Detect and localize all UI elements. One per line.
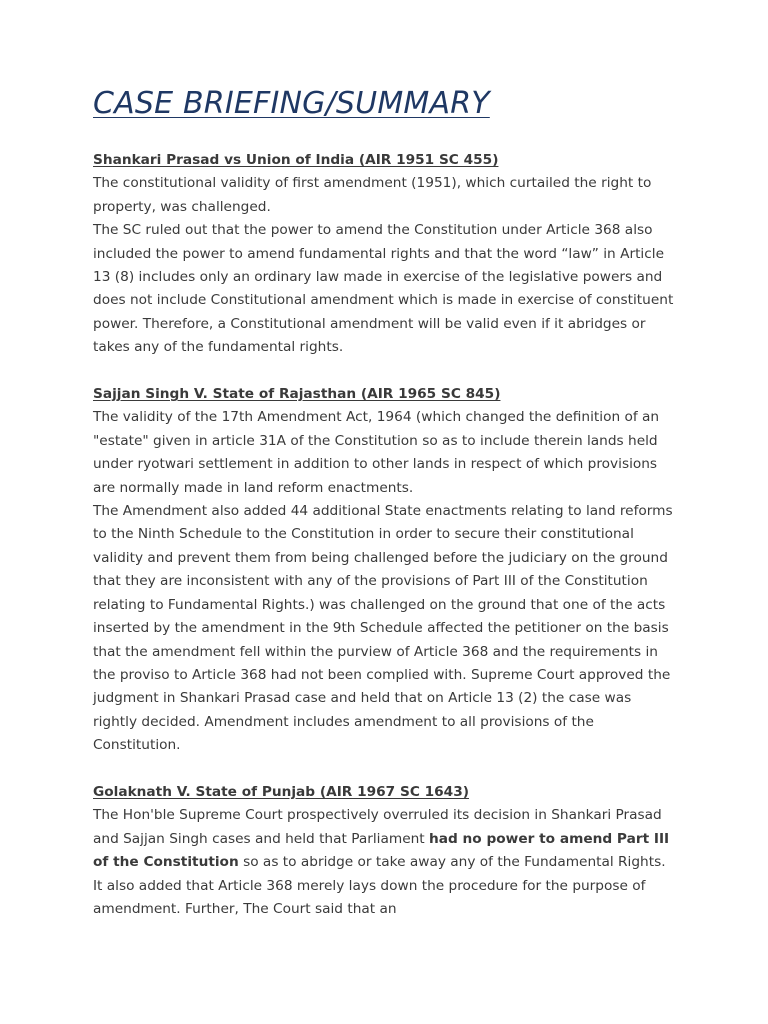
case-paragraph: The validity of the 17th Amendment Act, 1964 (which changed the definition of an "estate" given in article 31A of the Constitution so as to include therein lands held under ryotwari settlement in addition to other lands in respect of which provisions are normally made in land reform enactments. [93, 409, 660, 496]
case-section-shankari-prasad [93, 149, 678, 360]
case-section-golaknath [93, 781, 678, 921]
paragraph-text: The Hon'ble Supreme Court prospectively overruled its decision in Shankari Prasad and Sajjan Singh cases and held that Parliament [93, 807, 662, 847]
case-paragraph: The constitutional validity of first amendment (1951), which curtailed the right to property, was challenged. [93, 175, 652, 215]
case-section-sajjan-singh [93, 383, 678, 758]
document-page [93, 84, 678, 945]
case-paragraph: The SC ruled out that the power to amend the Constitution under Article 368 also included the power to amend fundamental rights and that the word “law” in Article 13 (8) includes only an ordinary law made in exercise of the legislative powers and does not include Constitutional amendment which is made in exercise of constituent power. Therefore, a Constitutional amendment will be valid even if it abridges or takes any of the fundamental rights. [93, 222, 674, 356]
case-heading: Shankari Prasad vs Union of India (AIR 1951 SC 455) [93, 152, 499, 168]
document-title: CASE BRIEFING/SUMMARY [93, 86, 490, 121]
case-paragraph [93, 804, 678, 921]
bold-emphasis: had no power to amend Part III of the Constitution [93, 830, 670, 871]
case-heading: Golaknath V. State of Punjab (AIR 1967 SC 1643) [93, 783, 469, 800]
case-heading: Sajjan Singh V. State of Rajasthan (AIR 1965 SC 845) [93, 386, 501, 403]
paragraph-text: so as to abridge or take away any of the Fundamental Rights. It also added that Article 368 merely lays down the procedure for the purpose of amendment. Further, The Court said that an [93, 854, 666, 917]
case-paragraph: The Amendment also added 44 additional State enactments relating to land reforms to the Ninth Schedule to the Constitution in order to secure their constitutional validity and prevent them from being challenged before the judiciary on the ground that they are inconsistent with any of the provisions of Part III of the Constitution relating to Fundamental Rights.) was challenged on the ground that one of the acts inserted by the amendment in the 9th Schedule affected the petitioner on the basis that the amendment fell within the purview of Article 368 and the requirements in the proviso to Article 368 had not been complied with. Supreme Court approved the judgment in Shankari Prasad case and held that on Article 13 (2) the case was rightly decided. Amendment includes amendment to all provisions of the Constitution. [93, 503, 673, 754]
